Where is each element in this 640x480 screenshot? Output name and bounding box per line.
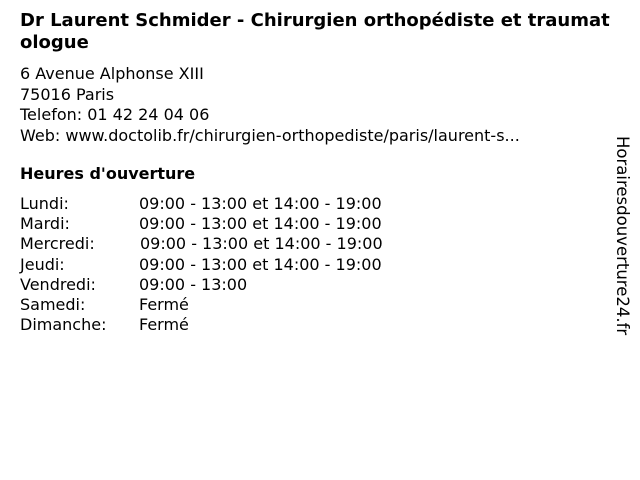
time-value: 09:00 - 13:00 [139,274,248,294]
city-postal: 75016 Paris [20,84,115,104]
website-link: Web: www.doctolib.fr/chirurgien-orthopediste/paris/laurent-s... [20,125,520,145]
day-label: Jeudi: [20,254,65,274]
street-address: 6 Avenue Alphonse XIII [20,64,204,83]
business-title: Dr Laurent Schmider - Chirurgien orthopédiste et traumatologue [20,10,610,53]
time-value: Fermé [139,294,189,314]
day-label: Lundi: [20,194,69,213]
day-label: Mercredi: [20,234,95,254]
time-value: 09:00 - 13:00 et 14:00 - 19:00 [139,194,382,213]
time-value: 09:00 - 13:00 et 14:00 - 19:00 [140,234,383,254]
hours-heading: Heures d'ouverture [20,164,196,183]
phone-number: Telefon: 01 42 24 04 06 [20,105,210,124]
day-label: Dimanche: [20,315,107,335]
address-block [20,64,520,146]
day-label: Mardi: [20,214,70,234]
day-label: Samedi: [20,294,86,314]
time-value: 09:00 - 13:00 et 14:00 - 19:00 [139,214,382,234]
day-label: Vendredi: [20,274,96,294]
time-value: Fermé [139,315,189,335]
time-value: 09:00 - 13:00 et 14:00 - 19:00 [139,254,382,274]
site-watermark: Horairesdouverture24.fr [613,136,632,336]
